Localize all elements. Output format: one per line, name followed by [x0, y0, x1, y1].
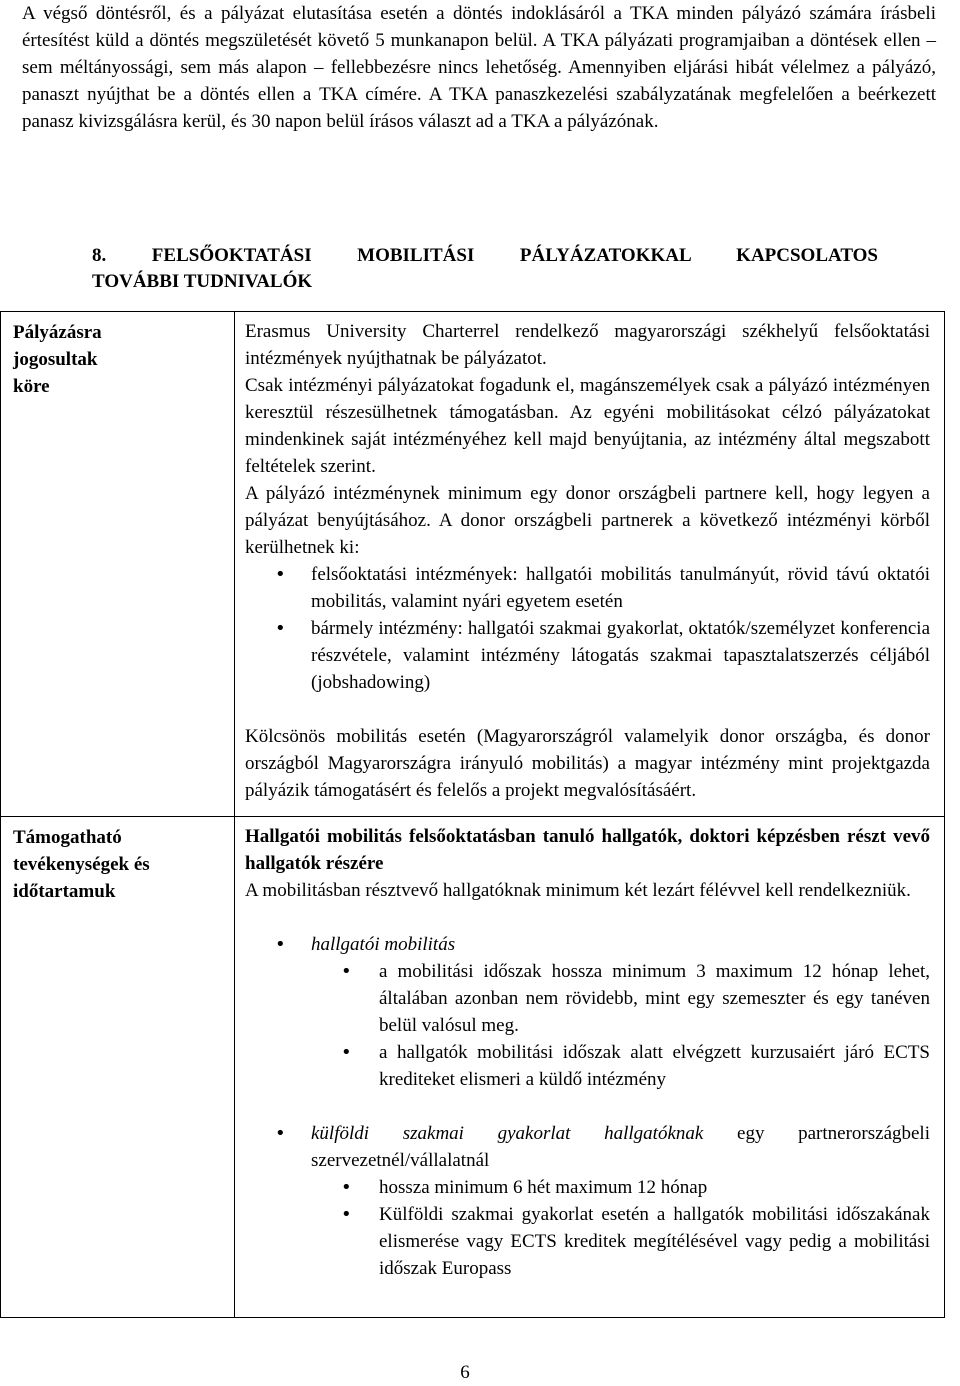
- sub-list: [245, 1174, 930, 1282]
- sub-list-item: • a hallgatók mobilitási időszak alatt elvégzett kurzusaiért járó ECTS krediteket elismeri a küldő intézmény: [245, 1039, 930, 1093]
- row-label-eligible: Pályázásra jogosultak köre: [13, 322, 102, 397]
- sub-list-item: • hossza minimum 6 hét maximum 12 hónap: [245, 1174, 930, 1201]
- eligible-paragraph-2: Csak intézményi pályázatokat fogadunk el, magánszemélyek csak a pályázó intézményen keresztül részesülhetnek támogatásban. Az egyéni mobilitásokat célzó pályázatokat mindenkinek saját intézményéhez kell majd benyújtania, az intézmény által megszabott feltételek szerint.: [245, 375, 930, 477]
- section-heading-line1: 8. FELSŐOKTATÁSI MOBILITÁSI PÁLYÁZATOKKAL KAPCSOLATOS: [92, 245, 878, 266]
- row-content-cell: [235, 312, 945, 817]
- row-label-cell: [1, 312, 235, 817]
- row-content-cell: [235, 817, 945, 1318]
- list-item: [245, 1120, 930, 1282]
- sub-list-item: • a mobilitási időszak hossza minimum 3 maximum 12 hónap lehet, általában azonban nem rövidebb, mint egy szemeszter és egy tanéven belül valósul meg.: [245, 958, 930, 1039]
- info-table: [0, 311, 945, 1318]
- intro-paragraph: A végső döntésről, és a pályázat elutasítása esetén a döntés indoklásáról a TKA minden pályázó számára írásbeli értesítést küld a döntés megszületését követő 5 munkanapon belül. A TKA pályázati programjaiban a döntések ellen – sem méltányossági, sem más alapon – fellebbezésre nincs lehetőség. Amennyiben eljárási hibát vélelmez a pályázó, panaszt nyújthat be a döntés ellen a TKA címére. A TKA panaszkezelési szabályzatának megfelelően a beérkezett panasz kivizsgálásra kerül, és 30 napon belül írásos választ ad a TKA a pályázónak.: [22, 3, 936, 132]
- table-row: [1, 312, 945, 817]
- list-item: [245, 931, 930, 1093]
- item-title: külföldi szakmai gyakorlat hallgatóknak: [311, 1123, 704, 1144]
- partner-institution-list: [245, 561, 930, 696]
- section-heading-line2: TOVÁBBI TUDNIVALÓK: [92, 271, 313, 292]
- eligible-paragraph-4: Kölcsönös mobilitás esetén (Magyarországról valamelyik donor országba, és donor országból Magyarországra irányuló mobilitás) a magyar intézmény mint projektgazda pályázik támogatásért és felelős a projekt megvalósításáért.: [245, 726, 930, 801]
- student-mobility-heading: Hallgatói mobilitás felsőoktatásban tanuló hallgatók, doktori képzésben részt vevő hallgatók részére: [245, 826, 930, 874]
- item-title-rest: egy partnerországbeli szervezetnél/vállalatnál: [311, 1123, 930, 1171]
- page-number: 6: [460, 1362, 470, 1383]
- row-label-activities: Támogatható tevékenységek és időtartamuk: [13, 827, 150, 902]
- sub-list-item: • Külföldi szakmai gyakorlat esetén a hallgatók mobilitási időszakának elismerése vagy ECTS kreditek megítélésével vagy pedig a mobilitási időszak Europass: [245, 1201, 930, 1282]
- list-item: • felsőoktatási intézmények: hallgatói mobilitás tanulmányút, rövid távú oktatói mobilitás, valamint nyári egyetem esetén: [245, 561, 930, 615]
- list-item: • bármely intézmény: hallgatói szakmai gyakorlat, oktatók/személyzet konferencia részvétele, valamint intézmény látogatás szakmai tapasztalatszerzés céljából (jobshadowing): [245, 615, 930, 696]
- section-heading: [92, 243, 878, 295]
- eligible-paragraph-3: A pályázó intézménynek minimum egy donor országbeli partnere kell, hogy legyen a pályázat benyújtásához. A donor országbeli partnerek a következő intézményi körből kerülhetnek ki:: [245, 483, 930, 558]
- sub-list: [245, 958, 930, 1093]
- eligible-paragraph-1: Erasmus University Charterrel rendelkező magyarországi székhelyű felsőoktatási intézmények nyújthatnak be pályázatot.: [245, 321, 930, 369]
- table-row: [1, 817, 945, 1318]
- item-title: hallgatói mobilitás: [311, 934, 456, 955]
- row-label-cell: [1, 817, 235, 1318]
- student-mobility-paragraph: A mobilitásban résztvevő hallgatóknak minimum két lezárt félévvel kell rendelkezniük.: [245, 880, 911, 901]
- activity-list: [245, 931, 930, 1282]
